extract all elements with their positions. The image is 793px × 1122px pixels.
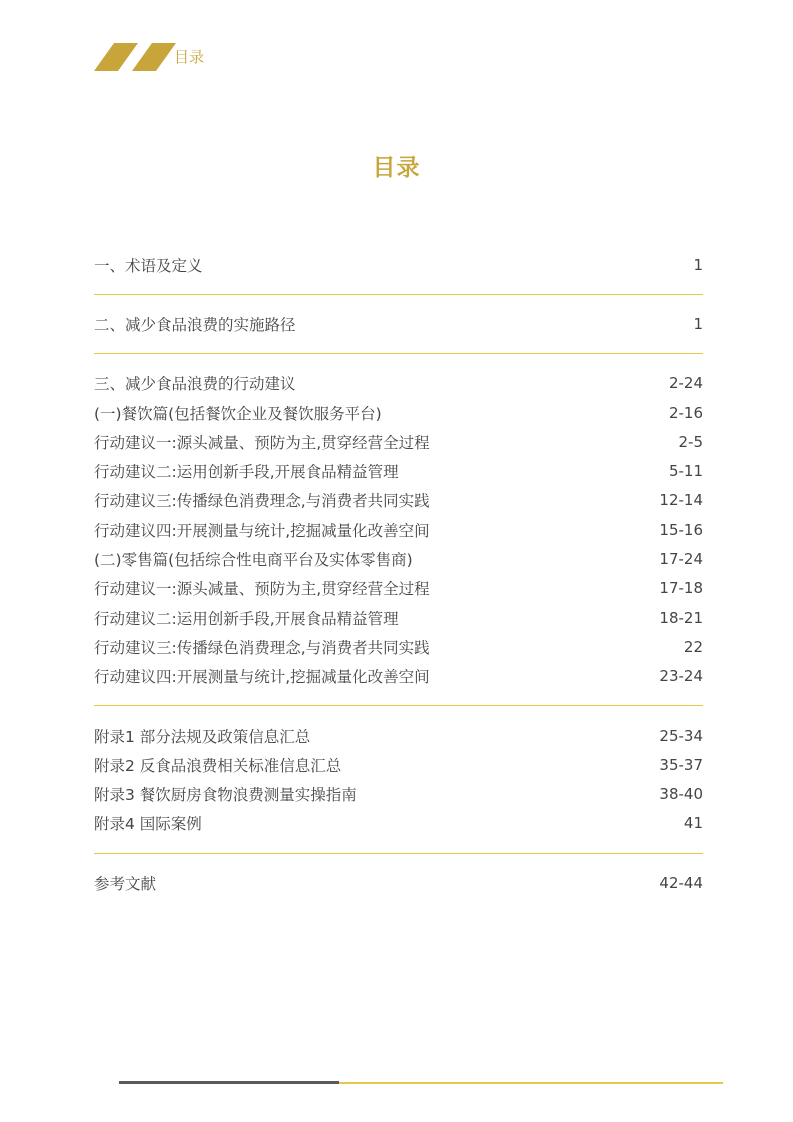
toc-entry[interactable]: [94, 544, 703, 573]
toc-entry-page: 35-37: [659, 755, 703, 774]
toc-entry[interactable]: [94, 369, 703, 398]
toc-entry-title: 行动建议三:传播绿色消费理念,与消费者共同实践: [94, 638, 430, 657]
toc-entry-title: 附录2 反食品浪费相关标准信息汇总: [94, 756, 342, 775]
toc-entry-page: 1: [693, 255, 703, 274]
toc-entry-title: 行动建议四:开展测量与统计,挖掘减量化改善空间: [94, 521, 430, 540]
toc-entry-title: 行动建议二:运用创新手段,开展食品精益管理: [94, 609, 399, 628]
toc-entry-page: 2-5: [678, 432, 703, 451]
toc-entry-title: 三、减少食品浪费的行动建议: [94, 375, 296, 394]
toc-entry[interactable]: [94, 809, 703, 838]
toc-entry[interactable]: [94, 750, 703, 779]
toc-entry-title: 一、术语及定义: [94, 256, 203, 275]
section-divider: [94, 705, 703, 706]
toc-entry[interactable]: [94, 574, 703, 603]
toc-entry[interactable]: [94, 662, 703, 691]
toc-entry-page: 2-24: [668, 374, 703, 393]
header-title: 目录: [174, 48, 205, 66]
toc-entry[interactable]: [94, 632, 703, 661]
toc-entry-page: 41: [683, 814, 703, 833]
toc-entry-page: 1: [693, 314, 703, 333]
toc-entry[interactable]: [94, 779, 703, 808]
toc-entry-title: (一)餐饮篇(包括餐饮企业及餐饮服务平台): [94, 404, 382, 423]
page-header: [94, 43, 204, 71]
toc-entry-page: 17-18: [659, 579, 703, 598]
toc-entry-title: 行动建议二:运用创新手段,开展食品精益管理: [94, 463, 399, 482]
toc-entry-page: 22: [683, 637, 703, 656]
toc-entry-page: 12-14: [659, 491, 703, 510]
toc-entry[interactable]: [94, 486, 703, 515]
table-of-contents: [94, 250, 703, 897]
toc-entry-title: 行动建议三:传播绿色消费理念,与消费者共同实践: [94, 492, 430, 511]
toc-entry[interactable]: [94, 427, 703, 456]
toc-entry[interactable]: [94, 515, 703, 544]
toc-entry-page: 23-24: [659, 667, 703, 686]
toc-entry-title: 附录4 国际案例: [94, 815, 202, 834]
toc-entry-title: 附录3 餐饮厨房食物浪费测量实操指南: [94, 786, 357, 805]
page-title: 目录: [372, 155, 421, 181]
section-divider: [94, 853, 703, 854]
toc-entry[interactable]: [94, 603, 703, 632]
section-divider: [94, 294, 703, 295]
footer-rule-dark: [119, 1081, 339, 1084]
toc-entry-title: 行动建议一:源头减量、预防为主,贯穿经营全过程: [94, 580, 430, 599]
toc-entry-title: 参考文献: [94, 874, 157, 893]
toc-entry-page: 25-34: [659, 726, 703, 745]
toc-entry[interactable]: [94, 721, 703, 750]
toc-entry-title: 行动建议四:开展测量与统计,挖掘减量化改善空间: [94, 668, 430, 687]
toc-entry[interactable]: [94, 398, 703, 427]
section-divider: [94, 353, 703, 354]
header-stripes-logo: [94, 43, 176, 71]
toc-entry-page: 5-11: [668, 462, 703, 481]
toc-entry-page: 42-44: [659, 873, 703, 892]
toc-entry-page: 15-16: [659, 520, 703, 539]
footer-rule-light: [339, 1082, 723, 1084]
toc-entry[interactable]: [94, 309, 703, 338]
toc-entry-page: 18-21: [659, 608, 703, 627]
toc-entry-page: 38-40: [659, 785, 703, 804]
toc-entry[interactable]: [94, 456, 703, 485]
toc-entry-page: 17-24: [659, 550, 703, 569]
toc-entry-title: (二)零售篇(包括综合性电商平台及实体零售商): [94, 551, 413, 570]
toc-entry[interactable]: [94, 868, 703, 897]
toc-entry-page: 2-16: [668, 403, 703, 422]
toc-entry[interactable]: [94, 250, 703, 279]
toc-entry-title: 行动建议一:源头减量、预防为主,贯穿经营全过程: [94, 433, 430, 452]
toc-entry-title: 附录1 部分法规及政策信息汇总: [94, 727, 311, 746]
toc-entry-title: 二、减少食品浪费的实施路径: [94, 315, 296, 334]
